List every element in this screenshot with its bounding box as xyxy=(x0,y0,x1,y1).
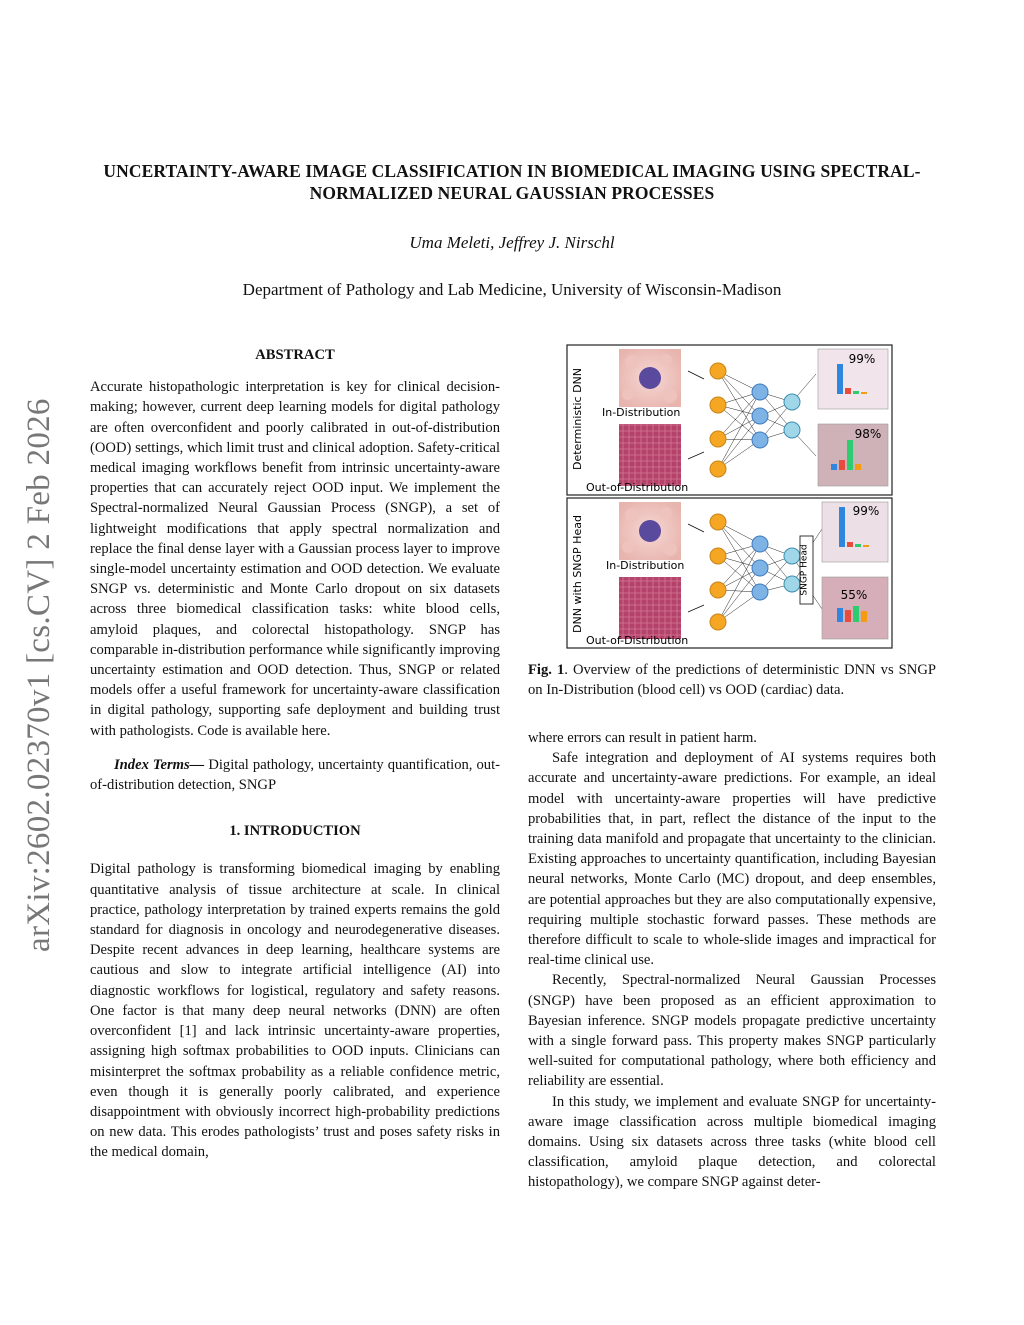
caption-text: . Overview of the predictions of deterministic DNN vs SNGP on In-Distribution (blood cell) vs OOD (cardiac) data. xyxy=(528,662,936,699)
bottom-ood-pct: 55% xyxy=(840,588,868,602)
abstract-heading: ABSTRACT xyxy=(255,347,335,363)
top-in-pct: 99% xyxy=(848,352,876,366)
output-node xyxy=(784,576,800,592)
hidden-node xyxy=(752,432,768,448)
bottom-in-bar-1 xyxy=(839,507,845,547)
top-ood-bar-1 xyxy=(831,464,837,470)
intro-heading: 1. INTRODUCTION xyxy=(229,823,361,840)
top-ood-bar-3 xyxy=(847,440,853,470)
index-terms-text: Digital pathology, uncertainty quantification, out-of-distribution detection, SNGP xyxy=(90,756,500,794)
top-in-bar-3 xyxy=(853,391,859,394)
bottom-in-distribution-label: In-Distribution xyxy=(606,559,685,572)
bottom-in-pct: 99% xyxy=(852,504,880,518)
hidden-node xyxy=(752,384,768,400)
bottom-in-bar-3 xyxy=(855,544,861,547)
bottom-ood-bar-4 xyxy=(861,611,867,622)
bottom-in-bar-2 xyxy=(847,542,853,547)
intro-paragraph-1-continued: where errors can result in patient harm. xyxy=(528,730,757,746)
input-node xyxy=(710,582,726,598)
input-node xyxy=(710,614,726,630)
hidden-node xyxy=(752,536,768,552)
bottom-panel-label: DNN with SNGP Head xyxy=(571,515,584,633)
top-panel-label: Deterministic DNN xyxy=(571,367,584,471)
arxiv-identifier: arXiv:2602.02370v1 [cs.CV] 2 Feb 2026 xyxy=(21,398,57,952)
output-node xyxy=(784,394,800,410)
top-in-bar-4 xyxy=(861,392,867,394)
abstract-text: Accurate histopathologic interpretation is key for clinical decision-making; however, current deep learning models for digital pathology are often overconfident and poorly calibrated in out-of-distribution (OOD) settings, which limit trust and clinical adoption. Safety-critical medical imaging workflows benefit from intrinsic uncertainty-aware properties that can accurately reject OOD input. We implement the Spectral-normalized Neural Gaussian Process (SNGP), a set of lightweight modifications that apply spectral normalization and replace the final dense layer with a Gaussian process layer to improve single-model uncertainty estimation and OOD detection. We evaluate SNGP vs. deterministic and Monte Carlo dropout on six datasets across three biomedical classification tasks: white blood cells, amyloid plaques, and colorectal histopathology. SNGP has comparable in-distribution performance while significantly improving uncertainty estimation and OOD detection. Thus, SNGP or related models offer a useful framework for uncertainty-aware classification in digital pathology, supporting safe deployment and building trust with pathologists. Code is available here. xyxy=(90,379,500,739)
input-node xyxy=(710,514,726,530)
figure-1-diagram xyxy=(566,344,894,649)
intro-paragraph-2: Safe integration and deployment of AI systems requires both accurate and uncertainty-aware predictions. For example, an ideal model with uncertainty-aware properties will have predictive probabilities that, in part, reflect the distance of the input to the training data manifold and propagate that uncertainty to the clinician. Existing approaches to uncertainty quantification, including Bayesian neural networks, Monte Carlo (MC) dropout, and deep ensembles, are potential approaches but they are also computationally expensive, requiring multiple stochastic forward passes. These methods are therefore difficult to scale to whole-slide images and impractical for real-time clinical use. xyxy=(528,750,936,969)
top-ood-bar-4 xyxy=(855,464,861,470)
index-terms-label: Index Terms— xyxy=(114,756,205,773)
bottom-ood-bar-3 xyxy=(853,606,859,622)
figure-1 xyxy=(566,344,894,649)
right-column xyxy=(528,728,936,1193)
input-node xyxy=(710,431,726,447)
index-terms xyxy=(90,755,500,795)
top-ood-pct: 98% xyxy=(854,427,882,441)
paper-authors: Uma Meleti, Jeffrey J. Nirschl xyxy=(409,233,615,252)
caption-label: Fig. 1 xyxy=(528,662,565,678)
intro-paragraph-4: In this study, we implement and evaluate SNGP for uncertainty-aware image classification across multiple biomedical imaging domains. Using six datasets across three tasks (white blood cell classification, amyloid plaque detection, and colorectal histopathology), we compare SNGP against deter- xyxy=(528,1093,936,1191)
bottom-ood-label: Out-of-Distribution xyxy=(586,634,689,647)
top-in-bar-2 xyxy=(845,388,851,394)
intro-paragraph-1: Digital pathology is transforming biomedical imaging by enabling quantitative analysis of tissue architecture at scale. In clinical practice, pathology interpretation by trained experts remains the gold standard for diagnosis in oncology and neurodegenerative diseases. Despite recent advances in deep learning, healthcare systems are cautious and slow to integrate artificial intelligence (AI) into diagnostic workflows for logistical, regulatory and safety reasons. One factor is that many deep neural networks (DNN) are often overconfident [1] and lack intrinsic uncertainty-aware properties, assigning high softmax probabilities to OOD inputs. Clinicians can misinterpret the softmax probability as a reliable confidence metric, even though it is generally poorly calibrated, and experience disappointment with obviously incorrect high-probability predictions on new data. This erodes pathologists’ trust and poses safety risks in the medical domain, xyxy=(90,861,500,1161)
cardiac-tissue-image-top xyxy=(619,424,681,486)
hidden-node xyxy=(752,584,768,600)
intro-paragraph-3: Recently, Spectral-normalized Neural Gaussian Processes (SNGP) have been proposed as an efficient approximation to Bayesian inference. SNGP models propagate predictive uncertainty with a single forward pass. This property makes SNGP particularly well-suited for computational pathology, where both efficiency and reliability are essential. xyxy=(528,972,936,1090)
white-blood-cell-icon xyxy=(639,520,661,542)
output-node xyxy=(784,422,800,438)
white-blood-cell-icon xyxy=(639,367,661,389)
bottom-ood-bar-2 xyxy=(845,610,851,622)
paper-affiliation: Department of Pathology and Lab Medicine, University of Wisconsin-Madison xyxy=(242,280,782,299)
bottom-in-bar-4 xyxy=(863,545,869,547)
bottom-ood-bar-1 xyxy=(837,608,843,622)
input-node xyxy=(710,548,726,564)
top-ood-label: Out-of-Distribution xyxy=(586,481,689,494)
input-node xyxy=(710,397,726,413)
hidden-node xyxy=(752,560,768,576)
input-node xyxy=(710,461,726,477)
top-in-bar-1 xyxy=(837,364,843,394)
hidden-node xyxy=(752,408,768,424)
cardiac-tissue-image-bottom xyxy=(619,577,681,639)
sngp-head-label: SNGP Head xyxy=(799,544,810,596)
output-node xyxy=(784,548,800,564)
top-in-distribution-label: In-Distribution xyxy=(602,406,681,419)
input-node xyxy=(710,363,726,379)
figure-1-caption xyxy=(528,660,936,700)
left-column xyxy=(90,345,500,1163)
paper-title: UNCERTAINTY-AWARE IMAGE CLASSIFICATION IN BIOMEDICAL IMAGING USING SPECTRAL-NORMALIZED NEURAL GAUSSIAN PROCESSES xyxy=(103,161,921,203)
top-ood-bar-2 xyxy=(839,460,845,470)
